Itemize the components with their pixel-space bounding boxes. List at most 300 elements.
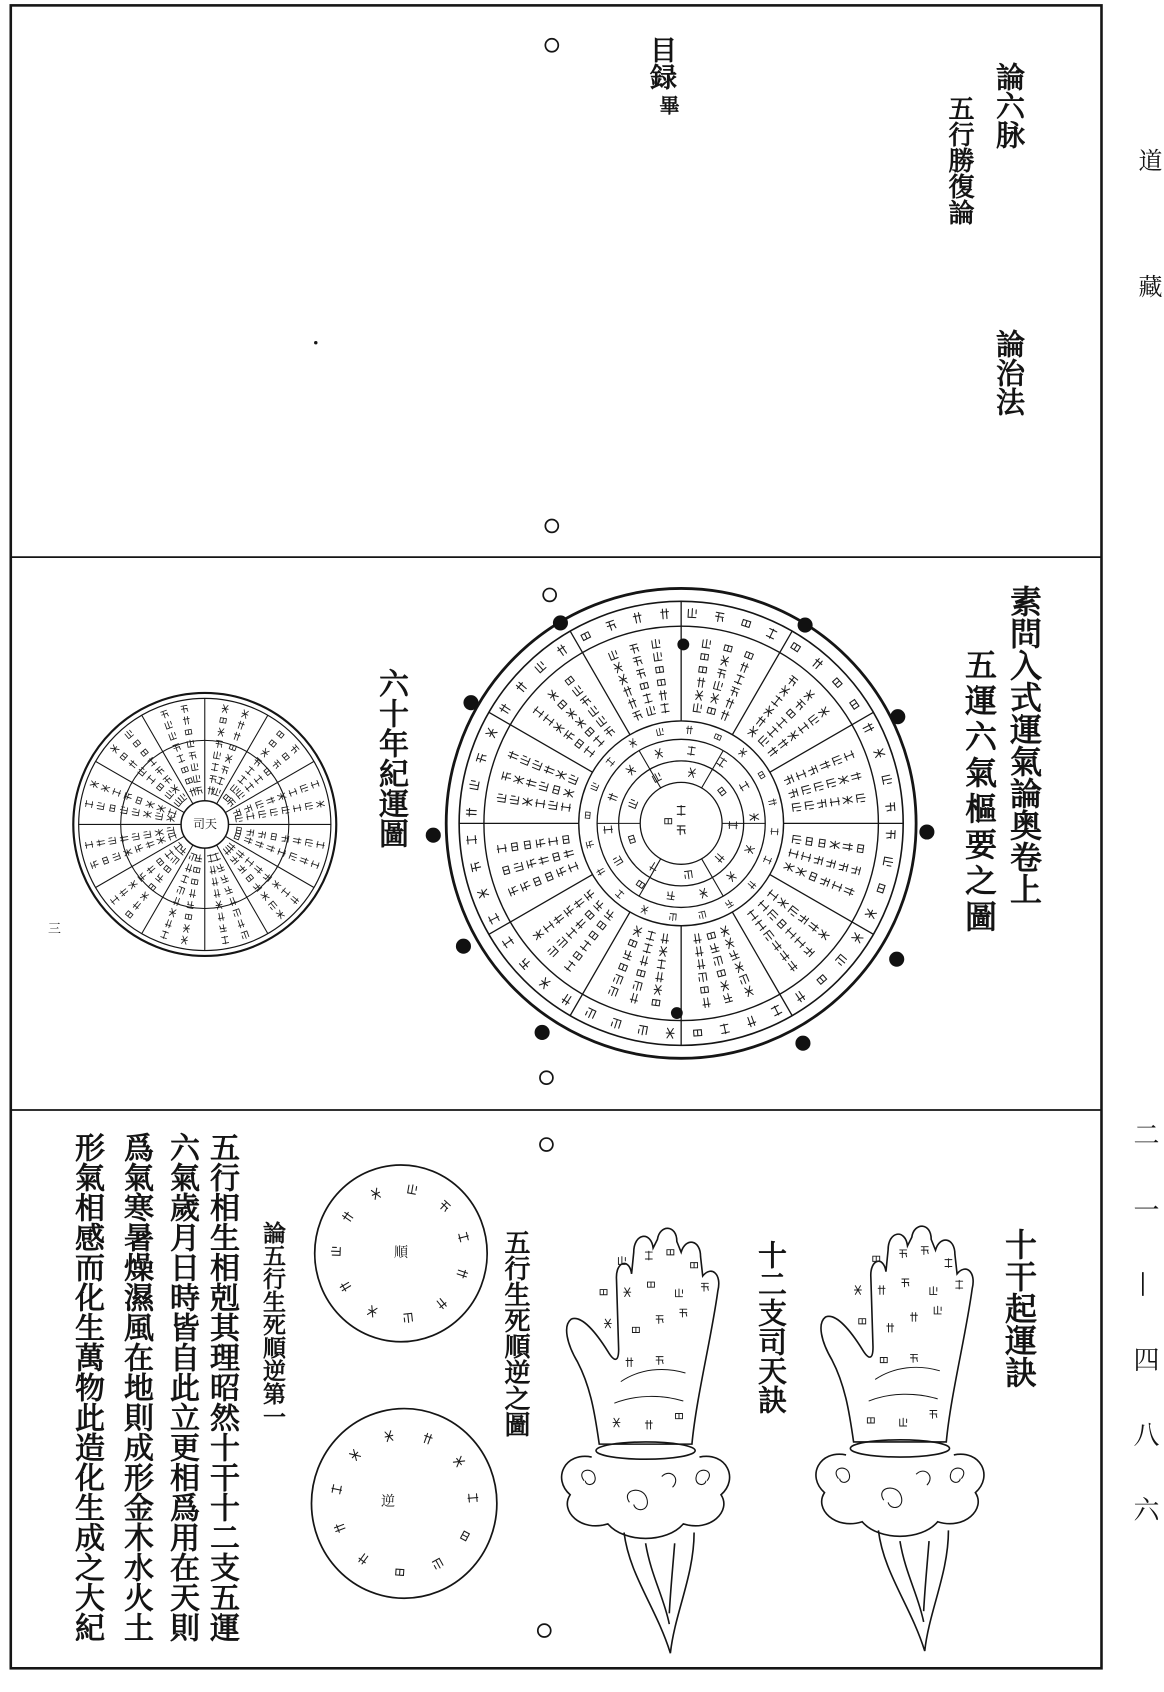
glyph-mark	[532, 760, 542, 770]
glyph-mark	[584, 889, 595, 900]
phase-circle-inscriptions	[331, 1184, 478, 1575]
glyph-mark	[588, 705, 599, 716]
glyph-mark	[883, 857, 893, 866]
glyph-mark	[656, 728, 663, 736]
glyph-mark	[826, 859, 836, 868]
glyph-mark	[141, 749, 149, 756]
glyph-mark	[299, 856, 308, 864]
glyph-mark	[691, 1263, 698, 1268]
glyph-mark	[771, 695, 782, 707]
glyph-mark	[270, 809, 278, 816]
glyph-mark	[628, 799, 638, 808]
glyph-mark	[593, 735, 605, 747]
glyph-mark	[777, 738, 789, 749]
cloud-swirl	[582, 1470, 710, 1509]
glyph-mark	[956, 1280, 963, 1289]
glyph-mark	[921, 1247, 928, 1255]
cloud-swirl	[836, 1468, 964, 1507]
glyph-mark	[246, 874, 254, 881]
glyph-mark	[155, 829, 163, 836]
glyph-mark	[146, 840, 155, 848]
glyph-mark	[661, 703, 670, 713]
glyph-mark	[556, 644, 568, 656]
glyph-mark	[553, 913, 565, 924]
glyph-mark	[744, 845, 755, 855]
glyph-mark	[623, 950, 633, 960]
glyph-mark	[135, 844, 143, 852]
glyph-mark	[132, 833, 140, 840]
glyph-mark	[432, 1558, 443, 1569]
glyph-mark	[187, 740, 194, 748]
registration-circle	[540, 1138, 553, 1151]
glyph-mark	[590, 782, 599, 790]
glyph-mark	[836, 954, 848, 966]
wheel-dot	[553, 615, 568, 630]
glyph-mark	[819, 839, 825, 847]
glyph-mark	[628, 835, 635, 843]
glyph-mark	[613, 662, 623, 673]
glyph-mark	[547, 946, 558, 957]
glyph-mark	[189, 752, 196, 760]
glyph-mark	[185, 778, 192, 784]
glyph-mark	[623, 686, 633, 697]
glyph-mark	[787, 960, 798, 972]
glyph-mark	[316, 841, 324, 848]
glyph-mark	[877, 884, 885, 893]
glyph-mark	[581, 632, 591, 641]
glyph-mark	[717, 669, 726, 679]
glyph-mark	[701, 987, 709, 993]
five-phases-six-qi-wheel	[446, 588, 916, 1058]
glyph-mark	[469, 780, 479, 789]
glyph-mark	[785, 927, 797, 939]
glyph-mark	[758, 900, 770, 912]
glyph-mark	[165, 721, 173, 729]
glyph-mark	[720, 656, 729, 667]
glyph-mark	[573, 951, 582, 960]
glyph-mark	[471, 862, 481, 871]
glyph-mark	[734, 962, 744, 973]
glyph-mark	[508, 886, 518, 896]
glyph-mark	[468, 1494, 478, 1502]
glyph-mark	[807, 765, 817, 775]
glyph-mark	[701, 654, 709, 660]
glyph-mark	[787, 730, 799, 741]
glyph-mark	[575, 918, 587, 930]
glyph-mark	[710, 943, 719, 953]
glyph-mark	[143, 811, 151, 818]
glyph-mark	[729, 950, 739, 960]
figure-title: 五運六氣樞要之圖	[960, 648, 998, 936]
glyph-mark	[613, 974, 623, 984]
glyph-mark	[656, 666, 664, 672]
glyph-mark	[636, 669, 645, 679]
glyph-mark	[271, 833, 277, 840]
glyph-mark	[520, 755, 530, 765]
glyph-mark	[862, 722, 874, 733]
glyph-mark	[633, 656, 642, 666]
glyph-mark	[767, 889, 779, 900]
registration-circle	[543, 588, 556, 601]
glyph-mark	[794, 699, 805, 710]
glyph-mark	[120, 753, 127, 761]
glyph-mark	[830, 798, 840, 807]
glyph-mark	[714, 853, 725, 864]
contents-entry-1: 論六脉	[992, 62, 1026, 149]
section-title: 論五行生死順逆第一	[259, 1221, 286, 1428]
glyph-mark	[695, 946, 704, 956]
registration-circles	[538, 39, 558, 1637]
glyph-mark	[613, 1418, 620, 1427]
glyph-mark	[604, 1319, 611, 1328]
glyph-mark	[794, 936, 806, 948]
glyph-mark	[396, 1569, 404, 1575]
glyph-mark	[607, 793, 618, 803]
glyph-mark	[645, 1420, 652, 1429]
glyph-mark	[146, 800, 155, 808]
hand-illustration-branches	[562, 1228, 730, 1653]
glyph-mark	[269, 740, 277, 747]
glyph-mark	[384, 1431, 394, 1442]
glyph-mark	[646, 930, 655, 941]
glyph-mark	[181, 875, 189, 884]
glyph-mark	[207, 786, 214, 794]
glyph-mark	[260, 891, 269, 901]
glyph-mark	[645, 1251, 652, 1260]
glyph-mark	[606, 757, 616, 767]
glyph-mark	[596, 716, 607, 727]
glyph-mark	[792, 835, 801, 843]
flame-tail	[624, 1532, 694, 1653]
glyph-mark	[461, 1531, 470, 1541]
glyph-mark	[618, 674, 628, 685]
glyph-mark	[808, 921, 820, 932]
glyph-mark	[724, 645, 733, 652]
glyph-mark	[654, 985, 663, 995]
glyph-mark	[132, 809, 140, 816]
glyph-mark	[316, 800, 324, 807]
glyph-mark	[233, 909, 241, 917]
glyph-mark	[670, 914, 677, 921]
glyph-mark	[726, 871, 737, 882]
glyph-mark	[768, 798, 777, 806]
glyph-mark	[786, 709, 795, 718]
hand-outline	[821, 1226, 973, 1442]
glyph-mark	[110, 805, 116, 812]
glyph-mark	[676, 1289, 683, 1297]
glyph-mark	[783, 775, 793, 785]
glyph-mark	[543, 714, 555, 725]
glyph-mark	[693, 934, 702, 944]
glyph-mark	[146, 775, 156, 784]
palm-crease	[614, 1369, 685, 1403]
contents-entry-3: 論治法	[992, 329, 1026, 416]
glyph-mark	[798, 913, 809, 924]
glyph-mark	[633, 981, 642, 991]
glyph-mark	[714, 681, 723, 691]
glyph-mark	[667, 891, 675, 900]
glyph-mark	[367, 1305, 378, 1317]
glyph-mark	[794, 990, 806, 1002]
glyph-mark	[558, 700, 567, 709]
glyph-mark	[771, 940, 782, 952]
glyph-mark	[341, 1211, 353, 1223]
glyph-mark	[654, 652, 662, 661]
glyph-mark	[608, 650, 618, 660]
glyph-mark	[580, 696, 591, 707]
glyph-mark	[739, 662, 749, 673]
volume-title: 素問入式運氣論奥卷上	[1005, 585, 1043, 905]
glyph-mark	[819, 760, 830, 770]
glyph-mark	[586, 841, 594, 848]
glyph-mark	[217, 913, 224, 921]
registration-circle	[540, 1071, 553, 1084]
glyph-mark	[181, 705, 188, 713]
wheel-dot	[890, 709, 905, 724]
glyph-mark	[659, 690, 668, 700]
glyph-mark	[244, 836, 253, 844]
circle-1-center-label: 順	[394, 1245, 408, 1261]
glyph-mark	[763, 856, 772, 865]
glyph-mark	[803, 690, 815, 702]
glyph-mark	[213, 751, 220, 759]
circle-figure-title: 五行生死順逆之圖	[500, 1229, 530, 1437]
glyph-mark	[646, 706, 655, 716]
glyph-mark	[561, 993, 573, 1005]
wheel-dot	[535, 1025, 550, 1040]
glyph-mark	[666, 1028, 674, 1038]
glyph-mark	[572, 685, 583, 696]
glyph-mark	[524, 841, 530, 849]
glyph-mark	[814, 782, 824, 791]
glyph-mark	[831, 881, 842, 891]
glyph-mark	[293, 805, 301, 812]
glyph-mark	[777, 919, 786, 928]
glyph-mark	[236, 790, 245, 799]
glyph-mark	[290, 745, 299, 754]
glyph-mark	[521, 881, 531, 891]
glyph-mark	[102, 857, 108, 864]
glyph-mark	[125, 911, 133, 918]
glyph-mark	[207, 854, 214, 862]
glyph-mark	[725, 938, 735, 949]
glyph-mark	[882, 775, 892, 784]
glyph-mark	[436, 1297, 448, 1309]
glyph-mark	[189, 787, 197, 796]
glyph-mark	[132, 901, 141, 911]
glyph-mark	[185, 914, 192, 920]
wheel-dot	[798, 618, 813, 633]
glyph-mark	[225, 886, 233, 894]
glyph-mark	[527, 859, 537, 868]
glyph-mark	[667, 1250, 674, 1255]
glyph-mark	[643, 943, 652, 954]
glyph-mark	[677, 826, 685, 835]
glyph-mark	[510, 796, 519, 804]
glyph-mark	[766, 628, 777, 640]
glyph-mark	[281, 888, 291, 897]
glyph-mark	[164, 849, 174, 858]
glyph-mark	[548, 837, 558, 846]
glyph-mark	[536, 839, 545, 847]
glyph-mark	[697, 959, 706, 969]
glyph-mark	[140, 891, 149, 901]
glyph-mark	[511, 843, 517, 851]
glyph-mark	[851, 866, 861, 875]
glyph-mark	[880, 1357, 887, 1362]
glyph-mark	[191, 879, 198, 885]
glyph-mark	[723, 993, 732, 1003]
glyph-mark	[177, 754, 185, 763]
glyph-mark	[157, 836, 166, 844]
glyph-mark	[305, 802, 313, 809]
glyph-mark	[688, 768, 697, 778]
paragraph-column-4: 形氣相感而化生萬物此造化生成之大紀	[69, 1132, 104, 1642]
glyph-mark	[211, 878, 218, 886]
glyph-mark	[564, 731, 575, 742]
glyph-mark	[477, 888, 489, 899]
glyph-mark	[221, 875, 229, 883]
glyph-mark	[235, 849, 245, 858]
glyph-mark	[850, 700, 859, 710]
glyph-mark	[630, 993, 639, 1004]
glyph-mark	[585, 910, 594, 919]
glyph-mark	[791, 643, 801, 652]
glyph-mark	[266, 844, 275, 852]
glyph-mark	[788, 906, 799, 917]
glyph-mark	[163, 776, 172, 785]
glyph-mark	[838, 862, 848, 871]
glyph-mark	[222, 936, 229, 944]
glyph-mark	[209, 775, 216, 783]
glyph-mark	[216, 776, 224, 785]
glyph-mark	[697, 677, 706, 687]
glyph-mark	[90, 780, 99, 788]
glyph-mark	[695, 690, 704, 700]
glyph-mark	[520, 958, 532, 970]
glyph-mark	[715, 612, 724, 622]
glyph-mark	[235, 815, 243, 822]
glyph-mark	[513, 775, 524, 784]
glyph-mark	[331, 1247, 340, 1255]
glyph-mark	[606, 620, 616, 631]
glyph-mark	[859, 1319, 866, 1324]
glyph-mark	[720, 926, 730, 937]
glyph-mark	[211, 763, 218, 771]
glyph-mark	[177, 886, 185, 894]
glyph-mark	[718, 787, 726, 796]
glyph-mark	[566, 708, 578, 720]
glyph-mark	[230, 784, 239, 793]
wheel-dot	[889, 952, 904, 967]
glyph-mark	[272, 760, 281, 769]
glyph-mark	[867, 1418, 874, 1423]
glyph-mark	[544, 765, 555, 775]
glyph-mark	[538, 782, 548, 791]
glyph-mark	[575, 717, 587, 729]
glyph-mark	[803, 946, 814, 957]
glyph-mark	[170, 856, 179, 865]
glyph-mark	[110, 744, 120, 753]
glyph-mark	[725, 899, 734, 908]
wheel-spokes	[459, 601, 903, 1045]
glyph-mark	[169, 908, 177, 917]
glyph-mark	[833, 678, 843, 688]
glyph-mark	[370, 1188, 381, 1200]
glyph-mark	[556, 937, 567, 948]
glyph-mark	[91, 861, 99, 869]
wheel-spoke	[639, 751, 661, 788]
glyph-mark	[237, 919, 245, 928]
glyph-mark	[652, 639, 660, 648]
glyph-mark	[212, 852, 220, 861]
glyph-mark	[497, 844, 507, 853]
glyph-mark	[725, 698, 735, 709]
glyph-mark	[408, 1184, 417, 1194]
glyph-mark	[237, 864, 246, 873]
glyph-mark	[688, 608, 696, 617]
glyph-mark	[535, 799, 545, 808]
glyph-mark	[739, 781, 750, 791]
glyph-mark	[657, 959, 666, 969]
glyph-mark	[930, 1411, 937, 1419]
glyph-mark	[830, 841, 840, 850]
glyph-mark	[619, 963, 628, 971]
glyph-mark	[97, 839, 105, 846]
glyph-mark	[237, 775, 246, 785]
registration-circle	[545, 519, 558, 532]
glyph-mark	[110, 895, 120, 904]
glyph-mark	[185, 729, 192, 735]
cloud-base	[816, 1454, 984, 1536]
glyph-mark	[585, 1008, 596, 1019]
glyph-mark	[453, 1456, 465, 1468]
wheel-dot	[463, 695, 478, 710]
glyph-mark	[652, 999, 660, 1005]
glyph-mark	[684, 871, 692, 880]
glyph-mark	[466, 836, 476, 844]
glyph-mark	[739, 974, 749, 984]
glyph-mark	[499, 703, 511, 715]
glyph-mark	[220, 718, 227, 724]
glyph-mark	[256, 800, 264, 808]
glyph-mark	[245, 782, 255, 791]
glyph-mark	[633, 612, 643, 623]
glyph-mark	[580, 940, 591, 952]
glyph-mark	[665, 819, 672, 824]
glyph-mark	[720, 1023, 730, 1034]
glyph-mark	[533, 877, 541, 886]
glyph-mark	[746, 1016, 757, 1028]
glyph-mark	[701, 1283, 708, 1291]
glyph-mark	[101, 784, 110, 792]
glyph-mark	[857, 845, 863, 853]
glyph-mark	[584, 746, 596, 757]
glyph-mark	[628, 738, 637, 748]
glyph-mark	[124, 793, 132, 801]
registration-circle	[538, 1624, 551, 1637]
glyph-mark	[226, 798, 235, 807]
glyph-mark	[568, 775, 578, 785]
small-figure-title: 六十年紀運圖	[373, 668, 408, 848]
glyph-mark	[604, 909, 615, 920]
wheel-spoke	[702, 859, 724, 896]
glyph-mark	[911, 1313, 918, 1322]
glyph-mark	[625, 765, 636, 776]
glyph-mark	[167, 815, 175, 822]
paragraph-column-1: 五行相生相剋其理昭然十干十二支五運	[204, 1132, 239, 1642]
glyph-mark	[331, 1484, 342, 1494]
